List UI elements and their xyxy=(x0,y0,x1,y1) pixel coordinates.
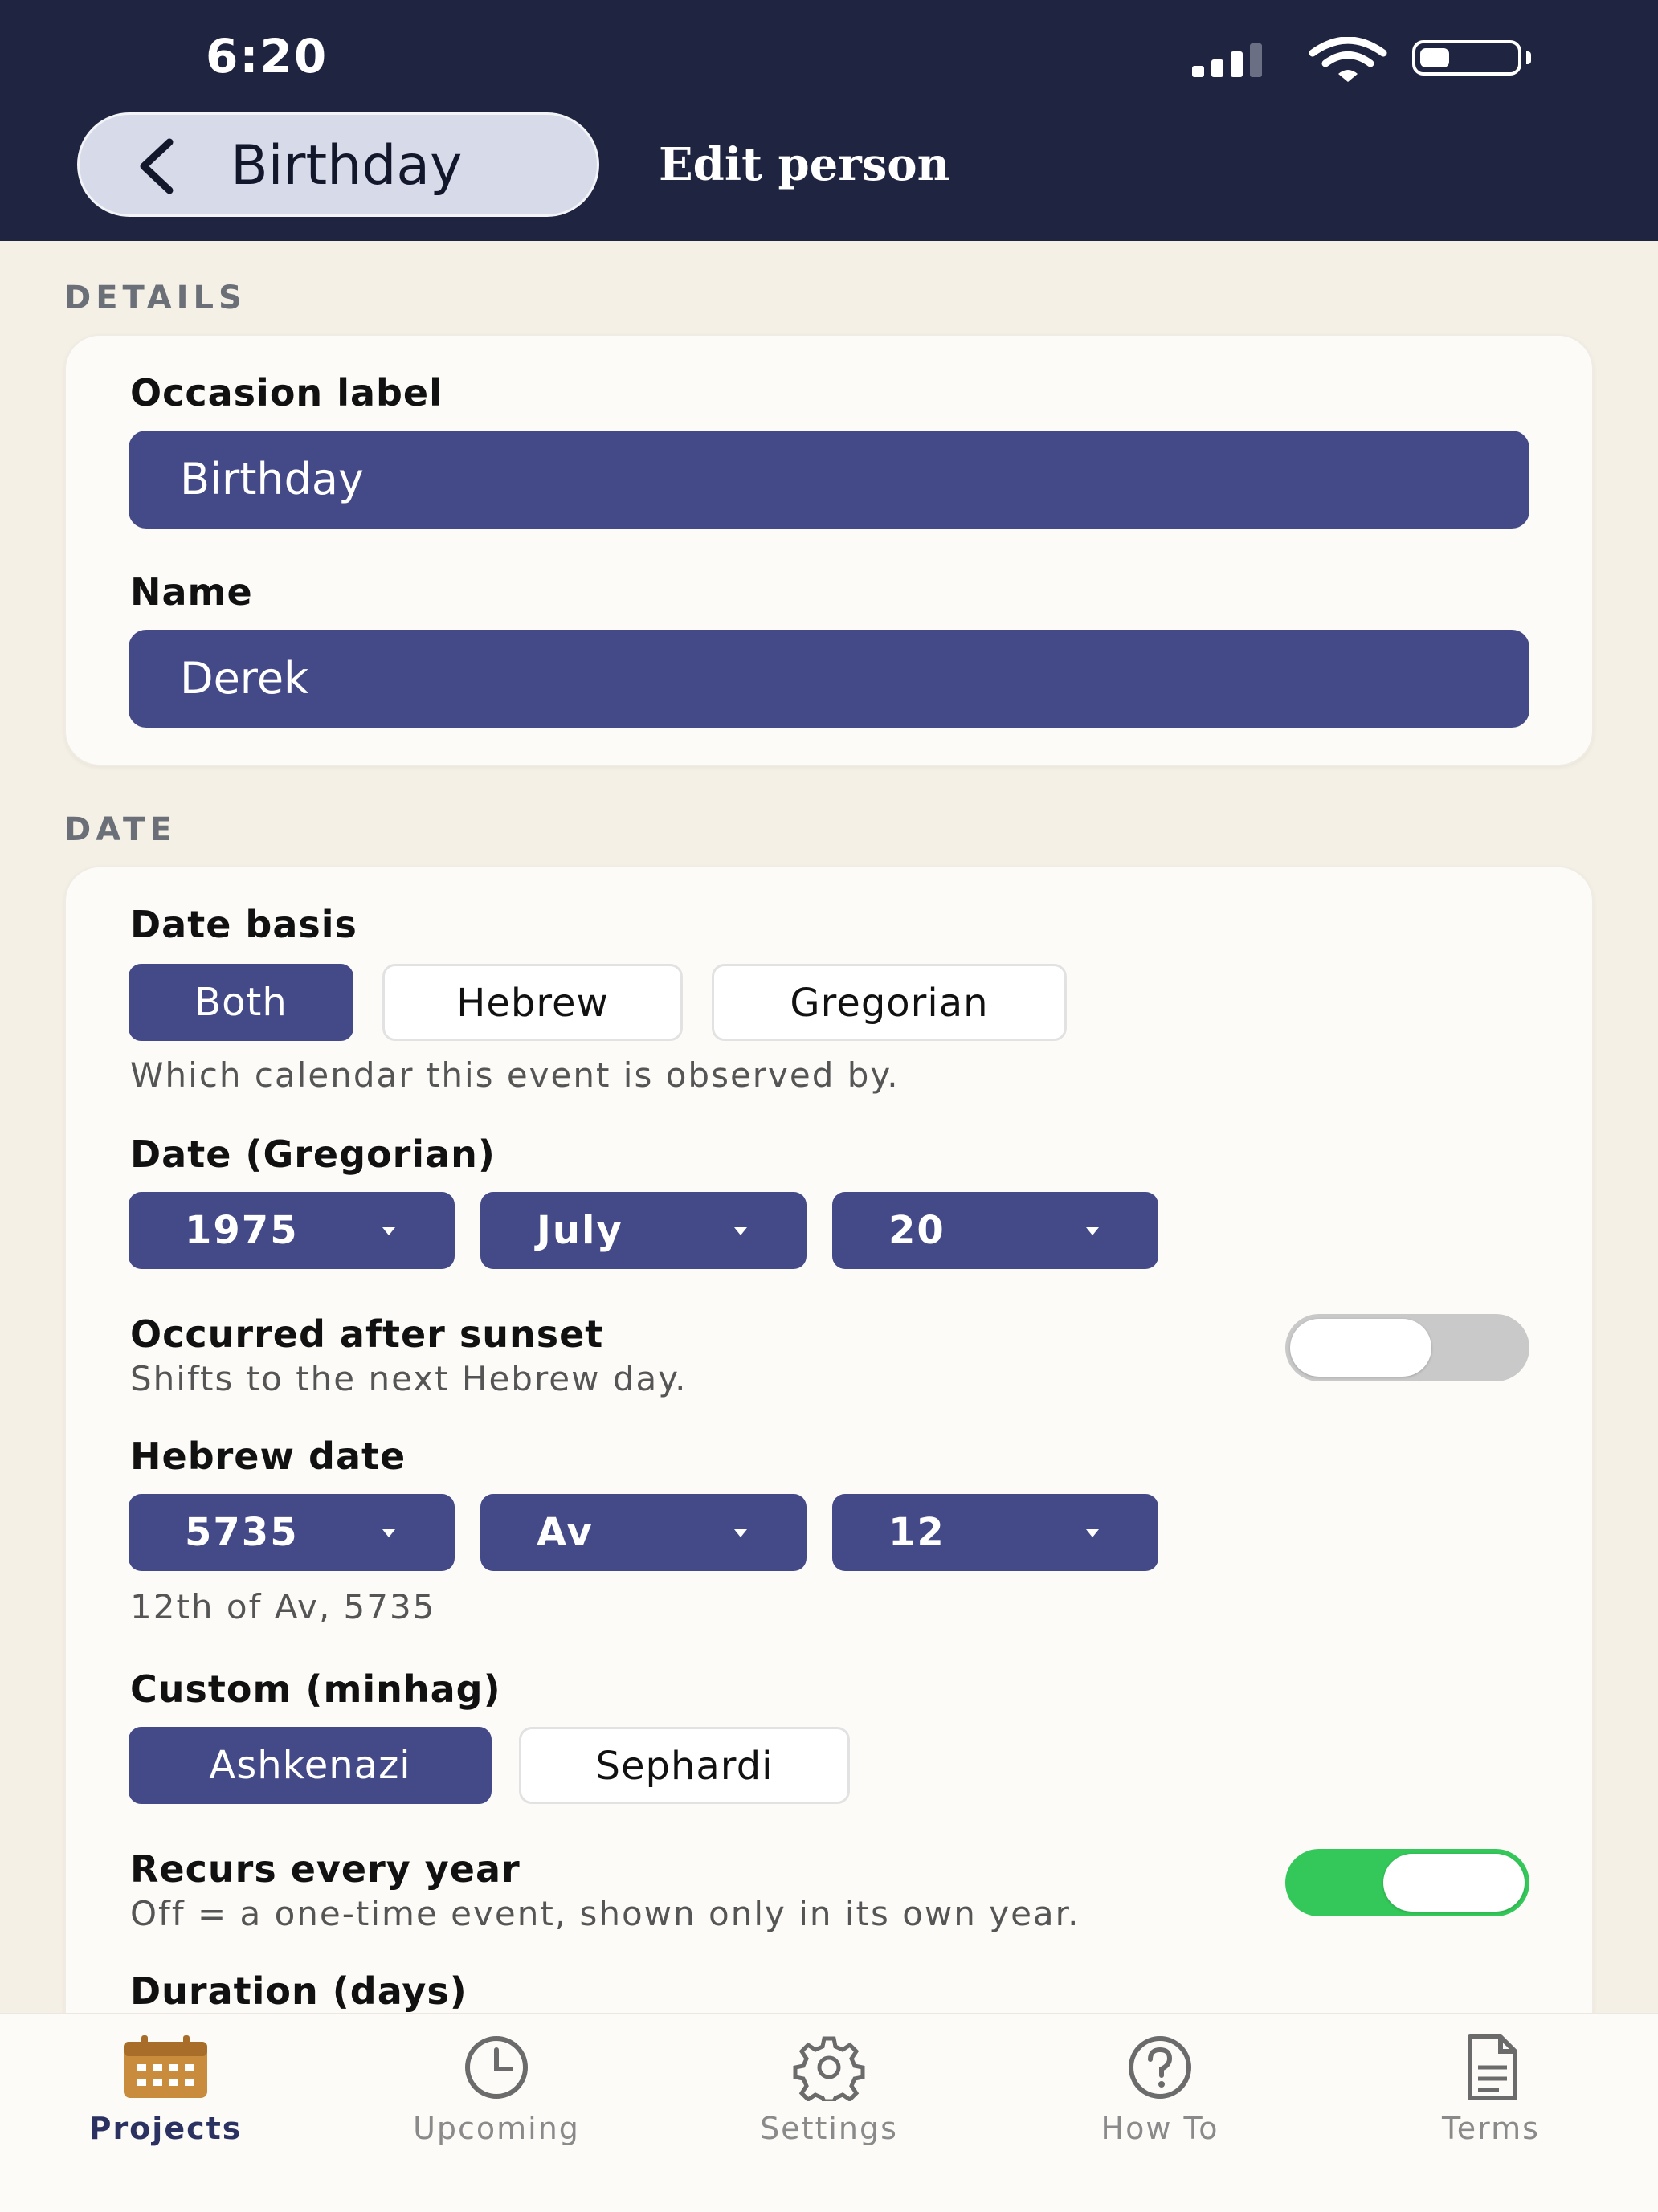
basis-option-gregorian[interactable]: Gregorian xyxy=(712,964,1067,1041)
tab-upcoming-label: Upcoming xyxy=(413,2111,580,2146)
recurs-toggle[interactable] xyxy=(1285,1849,1529,1916)
wifi-icon xyxy=(1308,37,1388,82)
caret-down-icon xyxy=(734,1529,747,1537)
chevron-left-icon xyxy=(129,137,187,195)
calendar-icon xyxy=(122,2034,209,2101)
tab-how-to[interactable] xyxy=(1039,2030,1280,2159)
date-basis-label: Date basis xyxy=(130,903,357,946)
name-label: Name xyxy=(130,570,253,614)
gregorian-month-select[interactable] xyxy=(480,1192,807,1269)
help-icon xyxy=(1117,2034,1203,2101)
hebrew-month-value: Av xyxy=(537,1510,594,1555)
sunset-label: Occurred after sunset xyxy=(130,1312,604,1356)
sunset-hint: Shifts to the next Hebrew day. xyxy=(130,1359,688,1398)
clock-icon xyxy=(453,2034,540,2101)
caret-down-icon xyxy=(382,1227,395,1235)
tab-projects[interactable] xyxy=(45,2030,286,2159)
tab-terms[interactable] xyxy=(1370,2030,1611,2159)
hebrew-day-select[interactable] xyxy=(832,1494,1158,1571)
battery-icon xyxy=(1412,40,1521,76)
page-title: Edit person xyxy=(659,138,950,191)
basis-option-both[interactable]: Both xyxy=(129,964,353,1041)
gregorian-year-value: 1975 xyxy=(185,1208,299,1253)
custom-label: Custom (minhag) xyxy=(130,1667,501,1711)
battery-nub xyxy=(1526,51,1531,64)
custom-option-sephardi[interactable]: Sephardi xyxy=(519,1727,850,1804)
tab-settings[interactable] xyxy=(709,2030,949,2159)
date-basis-hint: Which calendar this event is observed by. xyxy=(130,1055,900,1095)
gregorian-day-select[interactable] xyxy=(832,1192,1158,1269)
caret-down-icon xyxy=(734,1227,747,1235)
gregorian-day-value: 20 xyxy=(888,1208,945,1253)
duration-label: Duration (days) xyxy=(130,1969,468,2013)
tab-bar xyxy=(0,2013,1658,2212)
hebrew-day-value: 12 xyxy=(888,1510,945,1555)
sunset-toggle[interactable] xyxy=(1285,1314,1529,1381)
status-icons xyxy=(1189,37,1542,85)
tab-how-to-label: How To xyxy=(1101,2111,1219,2146)
tab-terms-label: Terms xyxy=(1442,2111,1540,2146)
toggle-knob xyxy=(1383,1854,1525,1912)
hebrew-year-select[interactable] xyxy=(129,1494,455,1571)
document-icon xyxy=(1448,2034,1534,2101)
gregorian-date-label: Date (Gregorian) xyxy=(130,1133,496,1176)
tab-settings-label: Settings xyxy=(760,2111,898,2146)
hebrew-year-value: 5735 xyxy=(185,1510,299,1555)
details-section-label: DETAILS xyxy=(64,280,247,316)
hebrew-month-select[interactable] xyxy=(480,1494,807,1571)
basis-option-hebrew[interactable]: Hebrew xyxy=(382,964,683,1041)
date-section-label: DATE xyxy=(64,811,177,848)
gregorian-year-select[interactable] xyxy=(129,1192,455,1269)
tab-projects-label: Projects xyxy=(88,2111,243,2146)
gregorian-month-value: July xyxy=(537,1208,623,1253)
name-field[interactable]: Derek xyxy=(129,630,1529,728)
caret-down-icon xyxy=(1086,1529,1099,1537)
caret-down-icon xyxy=(382,1529,395,1537)
gear-icon xyxy=(786,2034,872,2101)
hebrew-date-label: Hebrew date xyxy=(130,1435,406,1478)
recurs-hint: Off = a one-time event, shown only in its own year. xyxy=(130,1894,1080,1933)
occasion-field[interactable]: Birthday xyxy=(129,431,1529,529)
tab-upcoming[interactable] xyxy=(376,2030,617,2159)
back-button-label: Birthday xyxy=(231,134,463,198)
toggle-knob xyxy=(1290,1319,1431,1377)
recurs-label: Recurs every year xyxy=(130,1847,521,1891)
back-button[interactable] xyxy=(77,112,599,217)
hebrew-date-summary: 12th of Av, 5735 xyxy=(130,1587,436,1626)
custom-option-ashkenazi[interactable]: Ashkenazi xyxy=(129,1727,492,1804)
occasion-label: Occasion label xyxy=(130,371,443,414)
status-time: 6:20 xyxy=(206,29,329,84)
cellular-signal-icon xyxy=(1192,40,1280,77)
caret-down-icon xyxy=(1086,1227,1099,1235)
top-bar xyxy=(0,0,1658,241)
